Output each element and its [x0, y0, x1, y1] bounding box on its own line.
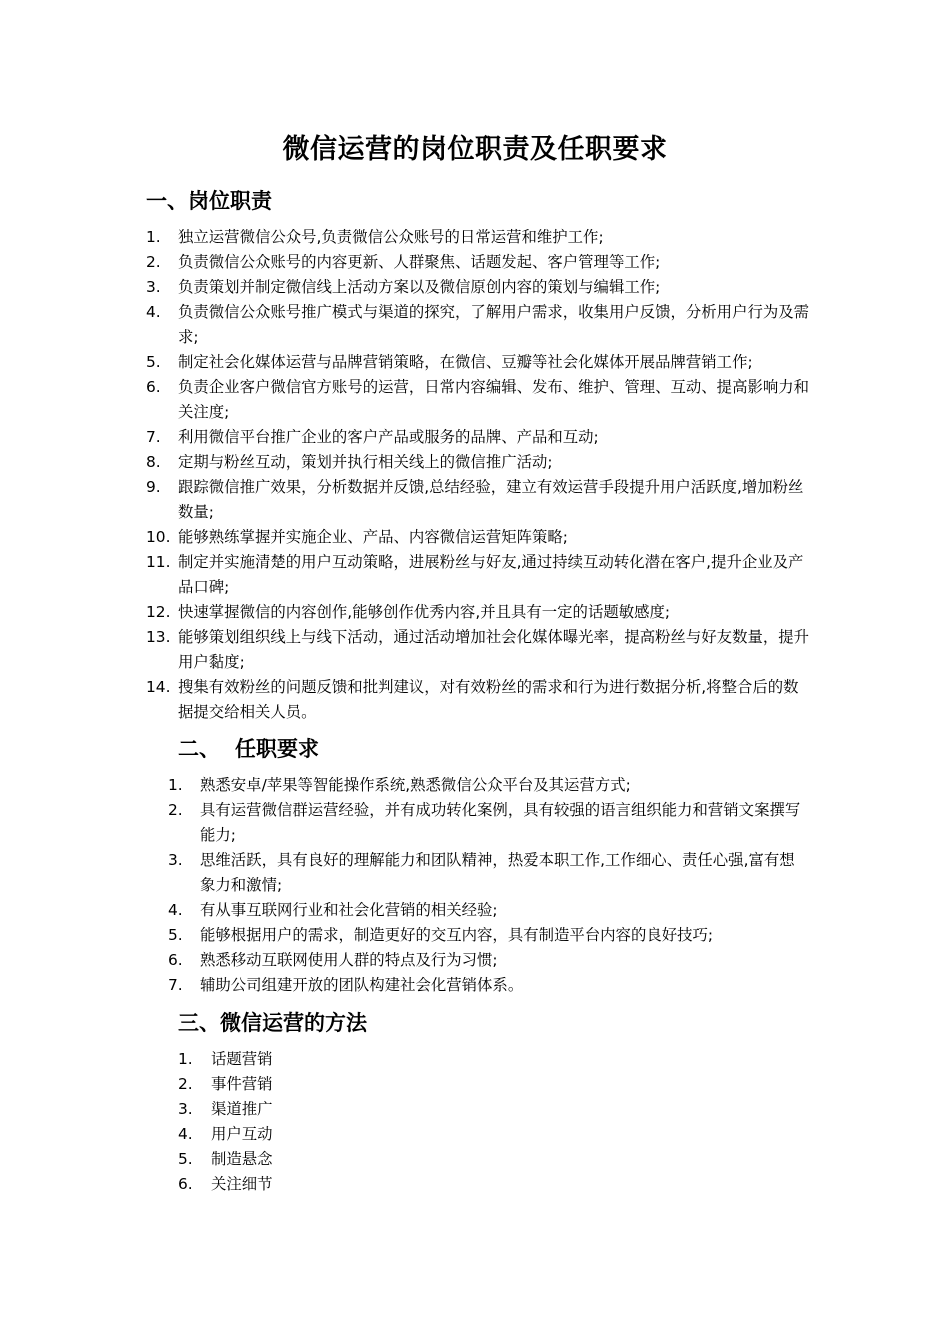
list-item: 5. 能够根据用户的需求，制造更好的交互内容，具有制造平台内容的良好技巧;	[168, 926, 714, 944]
list-item: 4. 用户互动	[178, 1125, 273, 1143]
list-item: 4. 负责微信公众账号推广模式与渠道的探究，了解用户需求，收集用户反馈，分析用户行为及需求;	[146, 303, 810, 346]
list-item: 7. 辅助公司组建开放的团队构建社会化营销体系。	[168, 976, 524, 994]
list-item: 12. 快速掌握微信的内容创作,能够创作优秀内容,并且具有一定的话题敏感度;	[146, 603, 671, 621]
list-item: 1. 熟悉安卓/苹果等智能操作系统,熟悉微信公众平台及其运营方式;	[168, 776, 631, 794]
list-item: 5. 制定社会化媒体运营与品牌营销策略，在微信、豆瓣等社会化媒体开展品牌营销工作;	[146, 353, 753, 371]
list-item: 10. 能够熟练掌握并实施企业、产品、内容微信运营矩阵策略;	[146, 528, 568, 546]
methods-list	[178, 1047, 478, 1197]
list-item: 6. 熟悉移动互联网使用人群的特点及行为习惯;	[168, 951, 498, 969]
document-title: 微信运营的岗位职责及任职要求	[282, 134, 668, 165]
list-item: 2. 负责微信公众账号的内容更新、人群聚焦、话题发起、客户管理等工作;	[146, 253, 661, 271]
list-item: 11. 制定并实施清楚的用户互动策略，进展粉丝与好友,通过持续互动转化潜在客户,提升企业及产品口碑;	[146, 553, 804, 596]
list-item: 7. 利用微信平台推广企业的客户产品或服务的品牌、产品和互动;	[146, 428, 599, 446]
list-item: 4. 有从事互联网行业和社会化营销的相关经验;	[168, 901, 498, 919]
section-heading-requirements: 二、 任职要求	[178, 737, 319, 761]
list-item: 1. 独立运营微信公众号,负责微信公众账号的日常运营和维护工作;	[146, 228, 604, 246]
list-item: 13. 能够策划组织线上与线下活动，通过活动增加社会化媒体曝光率，提高粉丝与好友数量，提升用户黏度;	[146, 628, 810, 671]
list-item: 5. 制造悬念	[178, 1150, 273, 1168]
list-item: 2. 具有运营微信群运营经验，并有成功转化案例，具有较强的语言组织能力和营销文案撰写能力;	[168, 801, 801, 844]
list-item: 3. 负责策划并制定微信线上活动方案以及微信原创内容的策划与编辑工作;	[146, 278, 661, 296]
list-item: 2. 事件营销	[178, 1075, 273, 1093]
section-heading-methods: 三、微信运营的方法	[178, 1011, 367, 1035]
list-item: 14. 搜集有效粉丝的问题反馈和批判建议，对有效粉丝的需求和行为进行数据分析,将整合后的数据提交给相关人员。	[146, 678, 799, 721]
responsibilities-list	[146, 225, 810, 725]
list-item: 1. 话题营销	[178, 1050, 273, 1068]
list-item: 6. 关注细节	[178, 1175, 273, 1193]
list-item: 8. 定期与粉丝互动，策划并执行相关线上的微信推广活动;	[146, 453, 553, 471]
list-item: 9. 跟踪微信推广效果，分析数据并反馈,总结经验，建立有效运营手段提升用户活跃度,增加粉丝数量;	[146, 478, 804, 521]
list-item: 3. 渠道推广	[178, 1100, 273, 1118]
list-item: 3. 思维活跃，具有良好的理解能力和团队精神，热爱本职工作,工作细心、责任心强,富有想象力和激情;	[168, 851, 795, 894]
list-item: 6. 负责企业客户微信官方账号的运营，日常内容编辑、发布、维护、管理、互动、提高影响力和关注度;	[146, 378, 810, 421]
requirements-list	[168, 773, 810, 998]
section-heading-responsibilities: 一、岗位职责	[146, 189, 272, 213]
